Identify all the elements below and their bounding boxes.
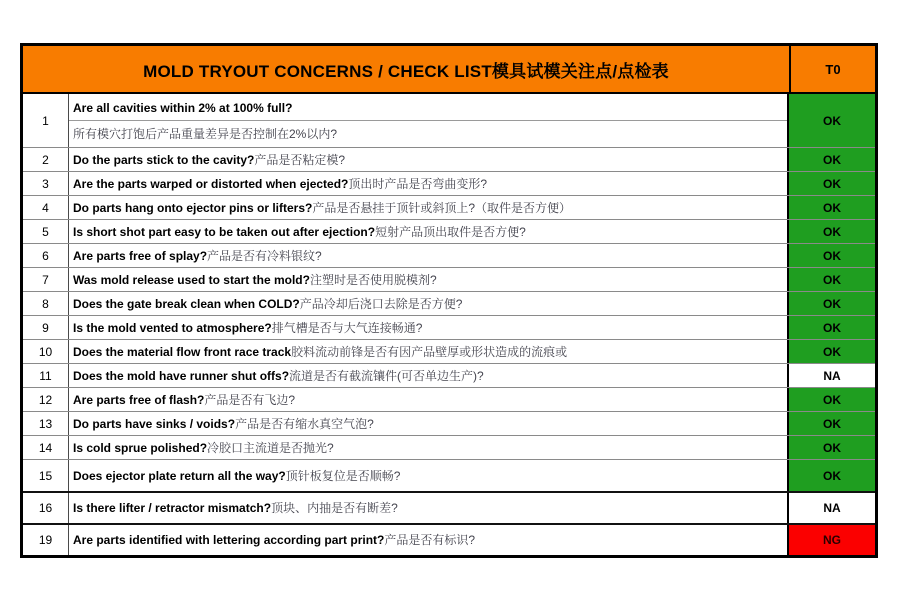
table-row <box>23 291 875 315</box>
row-number-cell: 2 <box>23 148 69 171</box>
table-row <box>23 315 875 339</box>
question-chinese: 所有模穴打饱后产品重量差异是否控制在2%以内? <box>73 126 338 141</box>
question-text: Are parts free of splay?产品是否有冷料银纹? <box>73 249 322 263</box>
row-number-cell: 13 <box>23 412 69 435</box>
question-text: Is short shot part easy to be taken out after ejection?短射产品顶出取件是否方便? <box>73 225 526 239</box>
status-badge-ok: OK <box>789 268 875 291</box>
row-description-cell <box>69 94 789 147</box>
question-text: Do parts hang onto ejector pins or lifters?产品是否悬挂于顶针或斜顶上?（取件是否方便） <box>73 201 572 215</box>
row-description-cell <box>69 412 789 435</box>
table-row <box>23 219 875 243</box>
question-text: Are the parts warped or distorted when ejected?顶出时产品是否弯曲变形? <box>73 177 488 191</box>
table-row <box>23 491 875 523</box>
status-badge-ok: OK <box>789 292 875 315</box>
question-text: Are parts free of flash?产品是否有飞边? <box>73 393 296 407</box>
row-number-cell: 3 <box>23 172 69 195</box>
row-number-cell: 7 <box>23 268 69 291</box>
status-badge-ok: OK <box>789 388 875 411</box>
table-row <box>23 94 875 147</box>
question-text: Do parts have sinks / voids?产品是否有缩水真空气泡? <box>73 417 374 431</box>
table-row <box>23 267 875 291</box>
question-text: Does ejector plate return all the way?顶针板复位是否顺畅? <box>73 468 401 483</box>
status-badge-ok: OK <box>789 316 875 339</box>
table-header-row <box>23 46 875 94</box>
row-description-cell <box>69 460 789 491</box>
status-badge-ok: OK <box>789 340 875 363</box>
row-number-cell: 15 <box>23 460 69 491</box>
table-row <box>23 523 875 555</box>
row-number-cell: 9 <box>23 316 69 339</box>
table-row <box>23 459 875 491</box>
status-badge-ok: OK <box>789 148 875 171</box>
question-text: Is cold sprue polished?冷胶口主流道是否抛光? <box>73 441 334 455</box>
table-row <box>23 387 875 411</box>
row-description-cell <box>69 196 789 219</box>
table-row <box>23 411 875 435</box>
row-description-cell <box>69 268 789 291</box>
question-text: Do the parts stick to the cavity?产品是否粘定模? <box>73 153 346 167</box>
row-number-cell: 8 <box>23 292 69 315</box>
row-description-cell <box>69 340 789 363</box>
row-description-cell <box>69 292 789 315</box>
question-text: Is there lifter / retractor mismatch?顶块、内抽是否有断差? <box>73 501 398 515</box>
question-english: Are all cavities within 2% at 100% full? <box>69 95 787 121</box>
row-description-cell <box>69 316 789 339</box>
row-description-cell <box>69 493 789 523</box>
row-number-cell: 4 <box>23 196 69 219</box>
row-number-cell: 16 <box>23 493 69 523</box>
table-row <box>23 147 875 171</box>
row-description-cell <box>69 436 789 459</box>
question-text: Was mold release used to start the mold?注塑时是否使用脱模剂? <box>73 273 437 287</box>
question-text: Does the mold have runner shut offs?流道是否有截流镶件(可否单边生产)? <box>73 369 484 383</box>
row-description-cell <box>69 220 789 243</box>
table-row <box>23 435 875 459</box>
status-badge-ok: OK <box>789 244 875 267</box>
table-row <box>23 339 875 363</box>
question-text: Does the gate break clean when COLD?产品冷却后浇口去除是否方便? <box>73 297 463 311</box>
row-description-cell <box>69 148 789 171</box>
question-text: Are parts identified with lettering according part print?产品是否有标识? <box>73 533 476 547</box>
status-badge-ok: OK <box>789 94 875 147</box>
row-number-cell: 19 <box>23 525 69 555</box>
status-badge-ok: OK <box>789 220 875 243</box>
row-number-cell: 6 <box>23 244 69 267</box>
row-number-cell: 11 <box>23 364 69 387</box>
row-number-cell: 5 <box>23 220 69 243</box>
page-title: MOLD TRYOUT CONCERNS / CHECK LIST模具试模关注点/点检表 <box>143 61 669 81</box>
mold-tryout-checklist-table <box>20 43 878 558</box>
status-badge-na: NA <box>789 364 875 387</box>
question-text: Does the material flow front race track胶料流动前锋是否有因产品壁厚或形状造成的流痕或 <box>73 345 568 359</box>
status-badge-ok: OK <box>789 436 875 459</box>
status-badge-ok: OK <box>789 412 875 435</box>
status-badge-ok: OK <box>789 172 875 195</box>
table-body <box>23 94 875 555</box>
row-number-cell: 14 <box>23 436 69 459</box>
row-description-cell <box>69 244 789 267</box>
row-number-cell: 12 <box>23 388 69 411</box>
row-description-cell <box>69 172 789 195</box>
status-column-header: T0 <box>789 46 875 92</box>
row-number-cell: 10 <box>23 340 69 363</box>
status-badge-ng: NG <box>789 525 875 555</box>
table-row <box>23 243 875 267</box>
table-row <box>23 171 875 195</box>
row-description-cell <box>69 388 789 411</box>
table-row <box>23 363 875 387</box>
status-badge-ok: OK <box>789 460 875 491</box>
table-row <box>23 195 875 219</box>
question-text: Is the mold vented to atmosphere?排气槽是否与大气连接畅通? <box>73 321 423 335</box>
status-badge-ok: OK <box>789 196 875 219</box>
row-description-cell <box>69 364 789 387</box>
row-description-cell <box>69 525 789 555</box>
status-badge-na: NA <box>789 493 875 523</box>
row-number-cell: 1 <box>23 94 69 147</box>
